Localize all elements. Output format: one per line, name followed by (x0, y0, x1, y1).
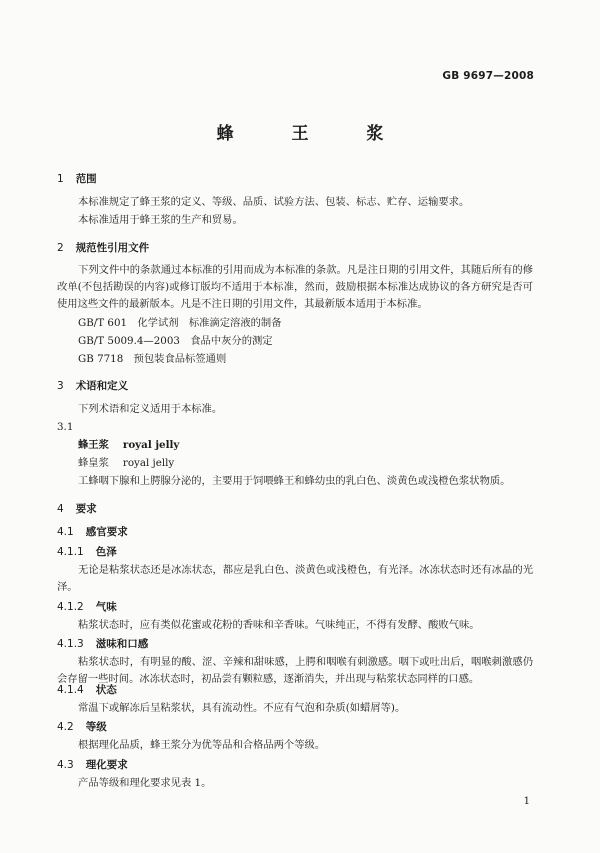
clause-4-1-1-text: 无论是粘浆状态还是冰冻状态，都应是乳白色、淡黄色或浅橙色，有光泽。冰冻状态时还有冰晶的光泽。 (57, 564, 533, 593)
clause-4-1-number: 4.1 (57, 526, 74, 538)
section-3-number: 3 (57, 380, 64, 392)
section-2-title: 规范性引用文件 (75, 242, 150, 254)
clause-3-1-number: 3.1 (57, 421, 74, 433)
clause-4-1-1-heading (57, 544, 117, 559)
clause-4-1-3-number: 4.1.3 (57, 638, 84, 650)
term-synonym (78, 455, 174, 472)
section-1-applicability: 本标准适用于蜂王浆的生产和贸易。 (78, 214, 243, 226)
clause-4-3-heading (57, 757, 128, 772)
clause-4-1-4-text: 常温下或解冻后呈粘浆状，具有流动性。不应有气泡和杂质(如蜡屑等)。 (78, 702, 406, 714)
clause-4-1-2-heading (57, 599, 117, 614)
section-2-paragraph: 下列文件中的条款通过本标准的引用而成为本标准的条款。凡是注日期的引用文件，其随后所有的修改单(不包括勘误的内容)或修订版均不适用于本标准，然而，鼓励根据本标准达成协议的各方研究是否可使用这些文件的最新版本。凡是不注日期的引用文件，其最新版本适用于本标准。 (57, 264, 533, 310)
clause-4-1-title: 感官要求 (85, 526, 128, 538)
section-1-scope: 本标准规定了蜂王浆的定义、等级、品质、试验方法、包装、标志、贮存、运输要求。 (78, 196, 470, 208)
clause-4-1-1-title: 色泽 (95, 546, 117, 558)
clause-4-3-text: 产品等级和理化要求见表 1。 (78, 777, 212, 789)
clause-4-3-title: 理化要求 (85, 759, 128, 771)
clause-4-2-title: 等级 (85, 721, 107, 733)
reference-item: GB/T 5009.4—2003 食品中灰分的测定 (78, 335, 273, 347)
section-2-number: 2 (57, 242, 64, 254)
clause-4-2-text: 根据理化品质，蜂王浆分为优等品和合格品两个等级。 (78, 739, 326, 751)
section-1-number: 1 (57, 173, 64, 185)
term-chinese: 蜂王浆 (78, 439, 109, 451)
section-4-heading (57, 501, 97, 516)
clause-4-2-number: 4.2 (57, 721, 74, 733)
document-title: 蜂 王 浆 (216, 124, 410, 144)
reference-item: GB 7718 预包装食品标签通则 (78, 353, 227, 365)
clause-4-1-1-number: 4.1.1 (57, 546, 84, 558)
synonym-chinese: 蜂皇浆 (78, 457, 109, 469)
clause-4-1-4-heading (57, 682, 117, 697)
section-4-number: 4 (57, 503, 64, 515)
clause-4-1-3-text: 粘浆状态时，有明显的酸、涩、辛辣和甜味感，上腭和咽喉有刺激感。咽下或吐出后，咽喉刺激感仍会存留一些时间。冰冻状态时，初品尝有颗粒感，逐渐消失，并出现与粘浆状态同样的口感。 (57, 656, 533, 685)
section-1-heading (57, 171, 97, 186)
clause-4-1-2-text: 粘浆状态时，应有类似花蜜或花粉的香味和辛香味。气味纯正，不得有发酵、酸败气味。 (78, 619, 480, 631)
reference-item: GB/T 601 化学试剂 标准滴定溶液的制备 (78, 317, 282, 329)
clause-4-2-heading (57, 719, 107, 734)
clause-4-1-4-title: 状态 (95, 684, 117, 696)
clause-4-1-3-heading (57, 636, 148, 651)
synonym-english: royal jelly (122, 457, 175, 469)
clause-4-1-4-number: 4.1.4 (57, 684, 84, 696)
term-english: royal jelly (122, 439, 180, 451)
term-definition: 工蜂咽下腺和上腭腺分泌的，主要用于饲喂蜂王和蜂幼虫的乳白色、淡黄色或浅橙色浆状物质。 (78, 475, 511, 487)
term-entry (78, 437, 179, 454)
section-2-heading (57, 240, 149, 255)
section-1-title: 范围 (75, 173, 97, 185)
clause-4-3-number: 4.3 (57, 759, 74, 771)
section-3-intro: 下列术语和定义适用于本标准。 (78, 403, 223, 415)
clause-4-1-2-title: 气味 (95, 601, 117, 613)
standard-number: GB 9697—2008 (442, 70, 534, 82)
clause-4-1-heading (57, 524, 128, 539)
page-number: 1 (523, 796, 530, 807)
section-3-heading (57, 378, 128, 393)
clause-4-1-3-title: 滋味和口感 (95, 638, 149, 650)
section-4-title: 要求 (75, 503, 97, 515)
section-3-title: 术语和定义 (75, 380, 129, 392)
clause-4-1-2-number: 4.1.2 (57, 601, 84, 613)
